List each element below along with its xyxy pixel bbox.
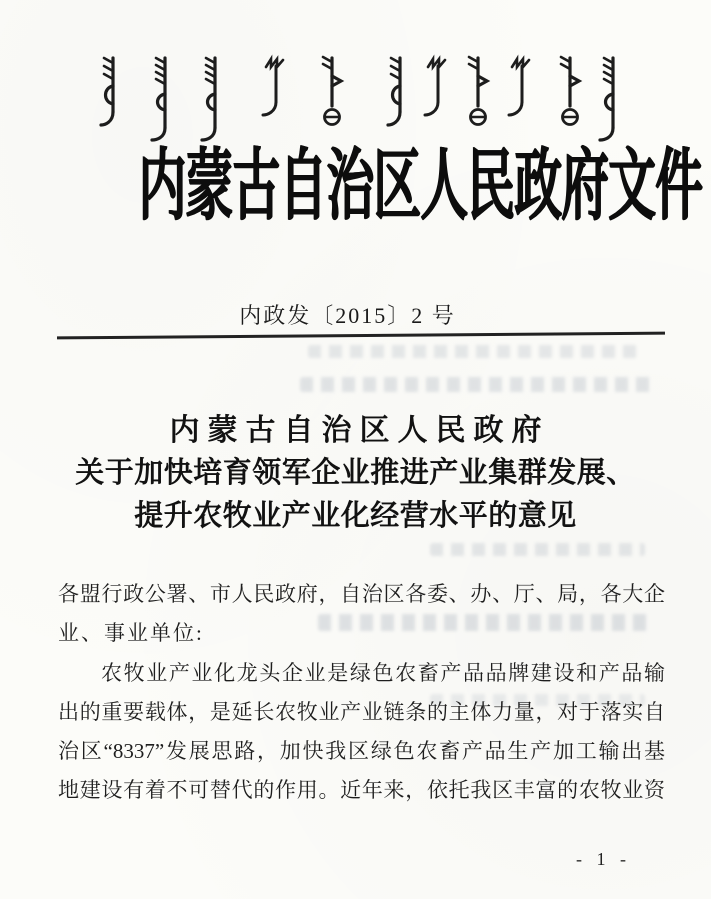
text-line: 地建设有着不可替代的作用。近年来，依托我区丰富的农牧业资 xyxy=(58,778,665,803)
mongolian-glyph-column xyxy=(196,54,232,146)
text-line: 农牧业产业化龙头企业是绿色农畜产品品牌建设和产品输 xyxy=(101,660,665,685)
document-title-line-3: 提升农牧业产业化经营水平的意见 xyxy=(134,500,577,532)
text-line: 出的重要载体，是延长农牧业产业链条的主体力量，对于落实自 xyxy=(58,699,665,724)
mongolian-glyph-column xyxy=(313,54,349,130)
mongolian-script-banner xyxy=(0,54,711,150)
mongolian-glyph-column xyxy=(459,54,495,130)
page-number: - 1 - xyxy=(576,849,631,869)
mongolian-glyph-column xyxy=(503,54,539,120)
document-title xyxy=(0,409,711,538)
mongolian-glyph-column xyxy=(551,54,587,130)
text-line: 业、事业单位: xyxy=(58,621,204,646)
mongolian-glyph-column xyxy=(419,54,455,120)
scan-artifact xyxy=(430,543,645,556)
scan-artifact xyxy=(300,377,655,392)
document-title-line-1: 内蒙古自治区人民政府 xyxy=(169,414,550,447)
scan-artifact xyxy=(308,345,638,358)
mongolian-glyph-column xyxy=(93,54,129,132)
mongolian-glyph-column xyxy=(380,54,416,132)
body-text xyxy=(58,575,665,811)
document-number: 内政发〔2015〕2 号 xyxy=(239,303,456,328)
letterhead-title: 内蒙古自治区人民政府文件 xyxy=(138,142,703,229)
mongolian-glyph-column xyxy=(257,54,293,120)
text-line: 各盟行政公署、市人民政府，自治区各委、办、厅、局，各大企 xyxy=(58,582,665,606)
text-line: 治区“8337”发展思路，加快我区绿色农畜产品生产加工输出基 xyxy=(58,739,665,764)
divider-line xyxy=(57,332,665,340)
document-title-line-2: 关于加快培育领军企业推进产业集群发展、 xyxy=(75,457,636,489)
mongolian-glyph-column xyxy=(146,54,182,146)
mongolian-glyph-column xyxy=(594,54,630,146)
